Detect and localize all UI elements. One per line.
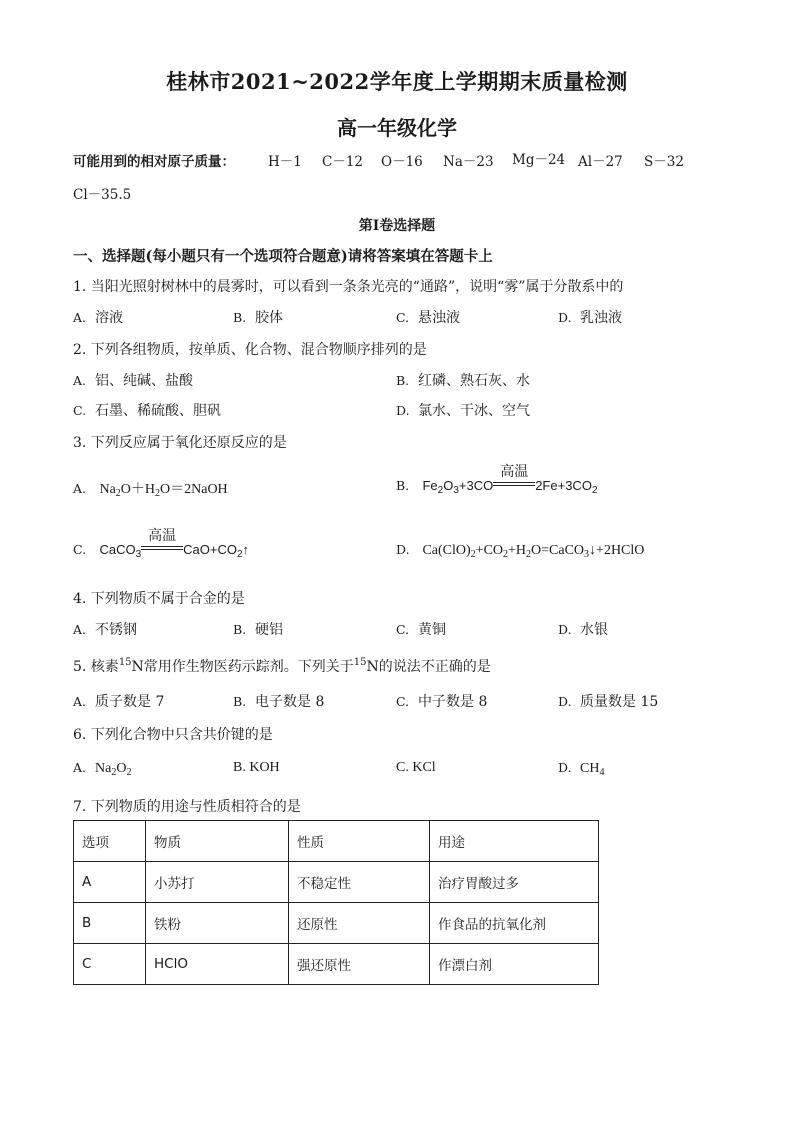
q1-option-d[interactable]: D. 乳浊液 bbox=[558, 310, 622, 326]
table-header-cell: 选项 bbox=[74, 821, 146, 862]
table-cell: 铁粉 bbox=[146, 903, 289, 944]
q5-option-d[interactable]: D. 质量数是 15 bbox=[558, 694, 659, 710]
q4-option-b[interactable]: B. 硬铝 bbox=[233, 622, 283, 638]
table-header-cell: 物质 bbox=[146, 821, 289, 862]
q1-option-b[interactable]: B. 胶体 bbox=[233, 310, 283, 326]
q1-option-c[interactable]: C. 悬浊液 bbox=[396, 310, 460, 326]
table-row bbox=[74, 903, 599, 944]
atomic-mass-label: 可能用到的相对原子质量： bbox=[73, 154, 235, 170]
table-header-cell: 性质 bbox=[289, 821, 430, 862]
table-row bbox=[74, 862, 599, 903]
q6-option-a[interactable]: A. $Na_2O_2$ bbox=[73, 760, 132, 778]
q3-option-a[interactable]: A. $Na_2O+H_2O=2NaOH$ bbox=[73, 481, 228, 499]
exam-subtitle: 高一年级化学 bbox=[337, 116, 457, 140]
atomic-mass-item: Mg－24 bbox=[512, 152, 566, 168]
q3-option-d[interactable]: D. $Ca(ClO)_2+CO_2+H_2O=CaCO_3↓+2HClO$ bbox=[396, 542, 645, 560]
q4-option-c[interactable]: C. 黄铜 bbox=[396, 622, 446, 638]
table-header-row bbox=[74, 821, 599, 862]
q2-option-b[interactable]: B. 红磷、熟石灰、水 bbox=[396, 373, 530, 389]
section-title: 第Ⅰ卷选择题 bbox=[358, 218, 436, 234]
table-cell: 小苏打 bbox=[146, 862, 289, 903]
q5-option-a[interactable]: A. 质子数是 7 bbox=[73, 694, 165, 710]
equation-c: CaCO$_3$ 高温 $CaO+CO_2↑$ bbox=[99, 528, 250, 560]
q6-option-c[interactable]: C. KCl bbox=[396, 760, 436, 775]
q5-option-b[interactable]: B. 电子数是 8 bbox=[233, 694, 325, 710]
q2-option-d[interactable]: D. 氯水、干冰、空气 bbox=[396, 403, 530, 419]
table-cell: 还原性 bbox=[289, 903, 430, 944]
question-5-stem: 5. 核素$^{15}$N常用作生物医药示踪剂。下列关于$^{15}$N的说法不正确的是 bbox=[73, 657, 491, 675]
q4-option-a[interactable]: A. 不锈钢 bbox=[73, 622, 137, 638]
q2-option-c[interactable]: C. 石墨、稀硫酸、胆矾 bbox=[73, 403, 221, 419]
q3-option-b[interactable]: B. $Fe_2O_3+3CO$ 高温 $2Fe+3CO_2$ bbox=[396, 464, 598, 496]
atomic-mass-item: Na－23 bbox=[443, 154, 494, 170]
q4-option-d[interactable]: D. 水银 bbox=[558, 622, 608, 638]
equation-b: $Fe_2O_3+3CO$ 高温 $2Fe+3CO_2$ bbox=[422, 464, 598, 496]
table-cell: 不稳定性 bbox=[289, 862, 430, 903]
question-2-stem: 2. 下列各组物质，按单质、化合物、混合物顺序排列的是 bbox=[73, 342, 427, 358]
table-cell: C bbox=[74, 944, 146, 985]
question-1-stem: 1. 当阳光照射树林中的晨雾时，可以看到一条条光亮的“通路”，说明“雾”属于分散系中的 bbox=[73, 279, 624, 295]
atomic-mass-item: H－1 bbox=[268, 154, 302, 170]
atomic-mass-item: Al－27 bbox=[578, 154, 623, 170]
atomic-mass-item: C－12 bbox=[322, 154, 364, 170]
table-cell: 作漂白剂 bbox=[430, 944, 599, 985]
atomic-mass-item: Cl－35.5 bbox=[73, 187, 132, 203]
part-heading: 一、选择题(每小题只有一个选项符合题意)请将答案填在答题卡上 bbox=[73, 248, 493, 265]
table-row bbox=[74, 944, 599, 985]
question-4-stem: 4. 下列物质不属于合金的是 bbox=[73, 591, 245, 607]
table-cell: B bbox=[74, 903, 146, 944]
table-cell: 作食品的抗氧化剂 bbox=[430, 903, 599, 944]
q5-option-c[interactable]: C. 中子数是 8 bbox=[396, 694, 488, 710]
exam-title: 桂林市2021~2022学年度上学期期末质量检测 bbox=[166, 69, 628, 94]
table-cell: 治疗胃酸过多 bbox=[430, 862, 599, 903]
equation-a: $Na_2O+H_2O=2NaOH$ bbox=[99, 482, 228, 499]
reaction-condition: 高温 bbox=[493, 478, 535, 493]
table-cell: HClO bbox=[146, 944, 289, 985]
table-cell: A bbox=[74, 862, 146, 903]
equation-d: $Ca(ClO)_2+CO_2+H_2O=CaCO_3↓+2HClO$ bbox=[422, 543, 645, 560]
q6-option-b[interactable]: B. KOH bbox=[233, 760, 280, 775]
q3-option-c[interactable]: C. CaCO$_3$ 高温 $CaO+CO_2↑$ bbox=[73, 528, 250, 560]
question-6-stem: 6. 下列化合物中只含共价键的是 bbox=[73, 727, 273, 743]
q6-option-d[interactable]: D. $CH_4$ bbox=[558, 760, 605, 778]
atomic-mass-item: S－32 bbox=[644, 154, 684, 170]
atomic-mass-item: O－16 bbox=[381, 154, 423, 170]
q1-option-a[interactable]: A. 溶液 bbox=[73, 310, 123, 326]
table-cell: 强还原性 bbox=[289, 944, 430, 985]
reaction-condition: 高温 bbox=[141, 542, 183, 557]
question-7-stem: 7. 下列物质的用途与性质相符合的是 bbox=[73, 799, 301, 815]
question-3-stem: 3. 下列反应属于氧化还原反应的是 bbox=[73, 435, 287, 451]
q7-table bbox=[73, 820, 599, 985]
table-header-cell: 用途 bbox=[430, 821, 599, 862]
q2-option-a[interactable]: A. 铝、纯碱、盐酸 bbox=[73, 373, 193, 389]
